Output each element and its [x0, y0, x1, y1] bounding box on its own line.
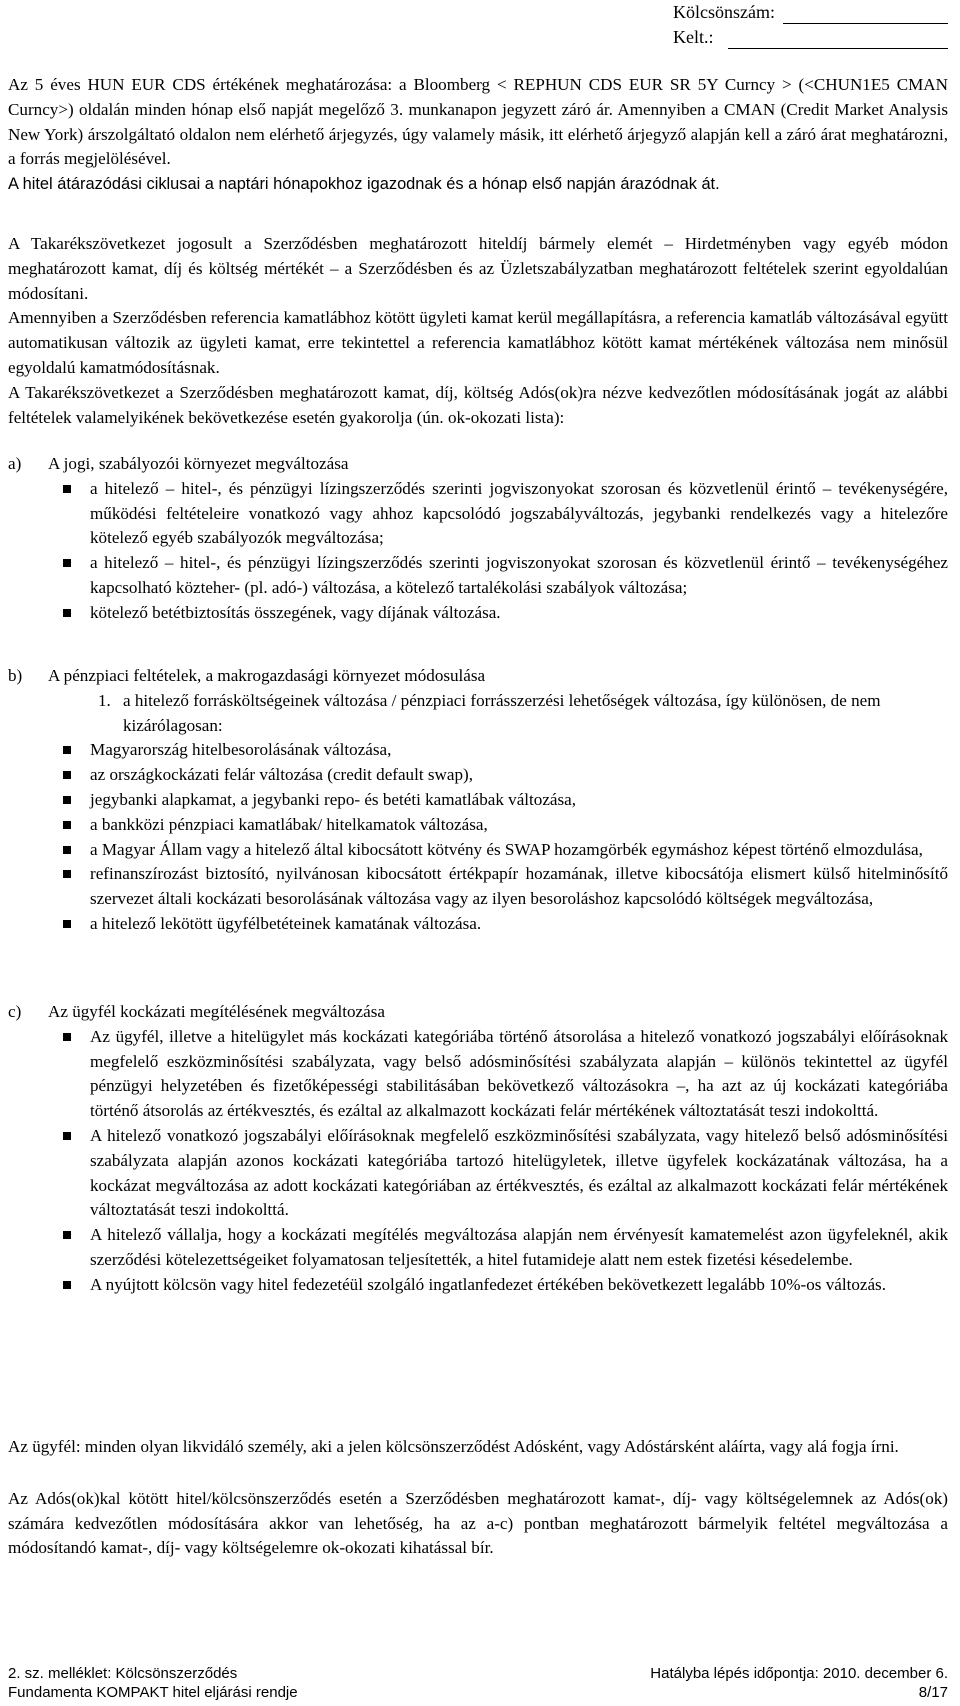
- header-fields: [673, 0, 948, 49]
- footer-row-top: [8, 1664, 948, 1683]
- date-row: [673, 25, 948, 49]
- section-a: [8, 452, 948, 626]
- intro-paragraph-cds: Az 5 éves HUN EUR CDS értékének meghatározása: a Bloomberg < REPHUN CDS EUR SR 5Y Curncy > (<CHUN1E5 CMAN Curncy>) oldalán minden hónap első napját megelőző 3. munkanapon jegyzett záró ár. Amennyiben a CMAN (Credit Market Analysis New York) árszolgáltató oldalon nem elérhető árjegyzés, úgy valamely másik, itt elérhető árjegyző alapján kell a záró árat meghatározni, a forrás megjelölésével.: [8, 75, 948, 169]
- list-item: a bankközi pénzpiaci kamatlábak/ hitelkamatok változása,: [90, 813, 948, 838]
- section-b-numbered-text: a hitelező forrásköltségeinek változása / pénzpiaci forrásszerzési lehetőségek változása, így különösen, de nem kizárólagosan:: [123, 690, 881, 735]
- section-b: [8, 664, 948, 937]
- list-item: refinanszírozást biztosító, nyilvánosan kibocsátott értékpapír hozamának, illetve kibocsátója elismert külső hitelminősítő szervezet általi kockázati besorolásának változása vagy az ilyen besoroláshoz kapcsolódó költségek megváltozása,: [90, 862, 948, 912]
- section-b-title: A pénzpiaci feltételek, a makrogazdasági környezet módosulása: [48, 666, 486, 685]
- list-item: a hitelező – hitel-, és pénzügyi lízingszerződés szerinti jogviszonyokat szorosan és közvetlenül érintő – tevékenységére, működési feltételeire vonatkozó vagy ahhoz kapcsolódó jogszabályváltozás, jegybanki rendelkezés vagy a hitelezőre kötelező egyéb szabályozók megváltozása;: [90, 477, 948, 551]
- body-paragraph-reference-rate: Amennyiben a Szerződésben referencia kamatlábhoz kötött ügyleti kamat kerül megállapításra, a referencia kamatláb változásával együtt automatikusan változik az ügyleti kamat, erre tekintettel a referencia kamatlábhoz kötött kamat mértékének változása nem minősül egyoldalú kamatmódosításnak.: [8, 308, 948, 377]
- section-b-number: 1.: [98, 690, 111, 710]
- section-b-marker: b): [8, 666, 23, 685]
- loan-number-label: Kölcsönszám:: [673, 2, 775, 22]
- section-a-heading: [8, 452, 948, 477]
- footer-row-bottom: [8, 1683, 948, 1702]
- footer-document-name: 2. sz. melléklet: Kölcsönszerződés: [8, 1665, 238, 1682]
- intro-block: [8, 73, 948, 197]
- section-c-marker: c): [8, 1002, 22, 1021]
- list-item: a hitelező lekötött ügyfélbetéteinek kamatának változása.: [90, 912, 948, 937]
- closing-paragraph-client: Az ügyfél: minden olyan likvidáló személy, aki a jelen kölcsönszerződést Adósként, vagy Adóstársként aláírta, vagy alá fogja írni.: [8, 1437, 899, 1456]
- section-c-heading: [8, 1000, 948, 1025]
- body-paragraph-cause-list: A Takarékszövetkezet a Szerződésben meghatározott kamat, díj, költség Adós(ok)ra nézve kedvezőtlen módosításának jogát az alábbi feltételek valamelyikének bekövetkezése esetén gyakorolja (ún. ok-okozati lista):: [8, 382, 948, 427]
- list-item: jegybanki alapkamat, a jegybanki repo- és betéti kamatlábak változása,: [90, 788, 948, 813]
- section-a-marker: a): [8, 454, 22, 473]
- section-b-list: [8, 738, 948, 936]
- section-c: [8, 1000, 948, 1298]
- closing-block: [8, 1435, 948, 1561]
- section-b-heading: [8, 664, 948, 689]
- footer-effective-date: Hatályba lépés időpontja: 2010. december 6.: [650, 1665, 948, 1682]
- list-item: kötelező betétbiztosítás összegének, vagy díjának változása.: [90, 601, 948, 626]
- page-footer: [8, 1664, 948, 1702]
- list-item: a hitelező – hitel-, és pénzügyi lízingszerződés szerinti jogviszonyokat szorosan és közvetlenül érintő – tevékenységéhez kapcsolható közteher- (pl. adó-) változása, a kötelező tartalékolási szabályok változása;: [90, 551, 948, 601]
- loan-number-blank: [783, 5, 948, 24]
- body-block: [8, 232, 948, 430]
- section-a-list: [8, 477, 948, 626]
- list-item: a Magyar Állam vagy a hitelező által kibocsátott kötvény és SWAP hozamgörbék egymáshoz képest történő elmozdulása,: [90, 838, 948, 863]
- intro-paragraph-repricing: A hitel átárazódási ciklusai a naptári hónapokhoz igazodnak és a hónap első napján árazódnak át.: [8, 175, 720, 194]
- list-item: A nyújtott kölcsön vagy hitel fedezetéül szolgáló ingatlanfedezet értékében bekövetkezett legalább 10%-os változás.: [90, 1273, 948, 1298]
- section-c-list: [8, 1025, 948, 1298]
- list-item: A hitelező vállalja, hogy a kockázati megítélés megváltozása alapján nem érvényesít kamatemelést azon ügyfeleknél, akik szerződési kötelezettségeiket folyamatosan teljesítették, a hitel futamideje alatt nem estek fizetési késedelembe.: [90, 1223, 948, 1273]
- list-item: A hitelező vonatkozó jogszabályi előírásoknak megfelelő eszközminősítési szabályzata, vagy hitelező belső adósminősítési szabályzata alapján azonos kockázati kategóriába tartozó hitelügyletek, illetve ügyfelek kockázatának változása, ha a kockázat megváltozása az adott kockázati kategóriában az értékvesztés, és ezáltal az alkalmazott kockázati felár mértékének változtatását teszi indokolttá.: [90, 1124, 948, 1223]
- section-c-title: Az ügyfél kockázati megítélésének megváltozása: [48, 1002, 385, 1021]
- closing-paragraph-modification: Az Adós(ok)kal kötött hitel/kölcsönszerződés esetén a Szerződésben meghatározott kamat-, díj- vagy költségelemnek az Adós(ok) számára kedvezőtlen módosítására akkor van lehetőség, ha az a-c) pontban meghatározott bármelyik feltétel megváltozása a módosítandó kamat-, díj- vagy költségelemre ok-okozati kihatással bír.: [8, 1488, 948, 1558]
- list-item: az országkockázati felár változása (credit default swap),: [90, 763, 948, 788]
- list-item: Az ügyfél, illetve a hitelügylet más kockázati kategóriába történő átsorolása a hitelező vonatkozó jogszabályi előírásoknak megfelelő eszközminősítési szabályzata, vagy belső adósminősítési szabályzata alapján – különös tekintettel az ügyfél pénzügyi helyzetében és fizetőképességi stabilitásában bekövetkező változásokra –, ha azt az új kockázati kategóriába történő átsorolás az értékvesztés, és ezáltal az alkalmazott kockázati felár mértékének változtatását teszi indokolttá.: [90, 1025, 948, 1124]
- section-a-title: A jogi, szabályozói környezet megváltozása: [48, 454, 349, 473]
- document-page: [8, 0, 948, 1706]
- loan-number-row: [673, 0, 948, 24]
- list-item: Magyarország hitelbesorolásának változása,: [90, 738, 948, 763]
- footer-procedure-name: Fundamenta KOMPAKT hitel eljárási rendje: [8, 1684, 298, 1701]
- body-paragraph-unilateral: A Takarékszövetkezet jogosult a Szerződésben meghatározott hiteldíj bármely elemét – Hirdetményben vagy egyéb módon meghatározott kamat, díj és költség mértékét – a Szerződésben és az Üzletszabályzatban meghatározott feltételek szerint egyoldalúan módosítani.: [8, 234, 948, 303]
- section-b-numbered-item: [8, 689, 948, 739]
- date-label: Kelt.:: [673, 27, 714, 47]
- footer-page-number: 8/17: [918, 1684, 948, 1701]
- date-blank: [728, 30, 949, 49]
